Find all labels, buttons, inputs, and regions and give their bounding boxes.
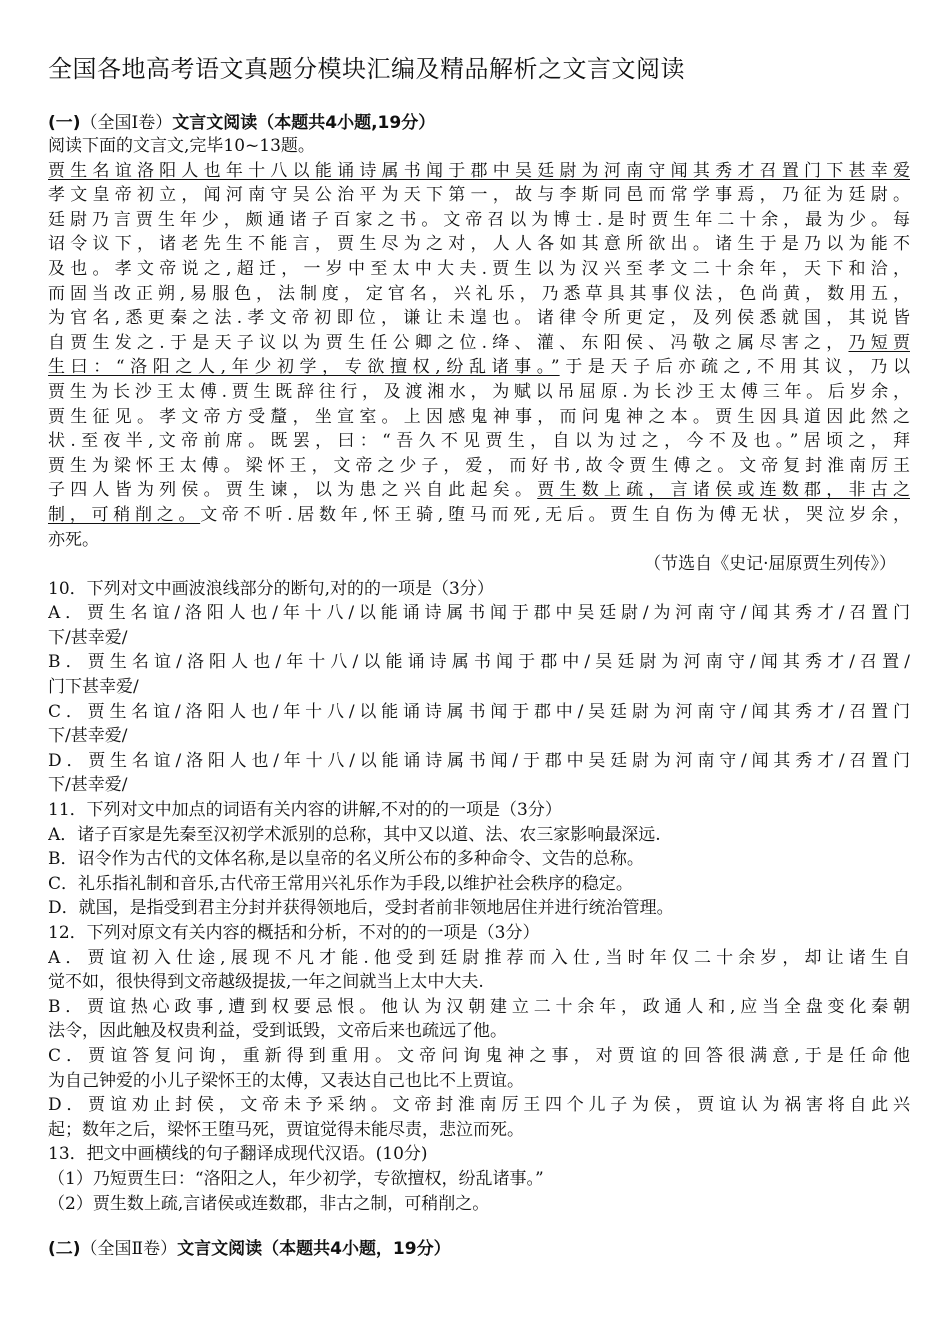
passage-line [48, 503, 910, 528]
passage-text: 文帝不听.居数年,怀王骑,堕马而死,无后。贾生自伤为傅无状，哭泣岁余， [200, 504, 910, 525]
section-2-paper: （全国Ⅱ卷） [80, 1239, 178, 1260]
option-a-cont: 觉不如，很快得到文帝越级提拔,一年之间就当上太中大夫. [48, 972, 484, 993]
document-title: 全国各地高考语文真题分模块汇编及精品解析之文言文阅读 [48, 55, 685, 83]
passage-line: 状.至夜半,文帝前席。既罢，曰：“吾久不见贾生，自以为过之，今不及也。”居顷之，拜 [48, 431, 910, 452]
option-a: A．贾谊初入仕途,展现不凡才能.他受到廷尉推荐而入仕,当时年仅二十余岁，却让诸生自 [48, 947, 910, 968]
option-d: D．贾谊劝止封侯，文帝未予采纳。文帝封淮南厉王四个儿子为侯，贾谊认为祸害将自此兴 [48, 1095, 910, 1116]
section-1-instruction: 阅读下面的文言文,完毕10~13题。 [48, 136, 315, 156]
passage-line: 孝文皇帝初立，闻河南守吴公治平为天下第一，故与李斯同邑而常学事焉，乃征为廷尉。 [48, 185, 910, 206]
passage-line: 贾生为梁怀王太傅。梁怀王，文帝之少子，爱，而好书,故令贾生傅之。文帝复封淮南厉王 [48, 455, 910, 476]
passage [48, 159, 910, 553]
option-d: D．贾生名谊/洛阳人也/年十八/以能诵诗属书闻/于郡中吴廷尉为河南守/闻其秀才/召置门 [48, 750, 910, 771]
underlined-sentence-2: 制，可稍削之。 [48, 504, 201, 525]
section-2-heading [48, 1238, 910, 1260]
option-d-cont: 起；数年之后，梁怀王堕马死，贾谊觉得未能尽责，悲泣而死。 [48, 1119, 524, 1140]
option-b: B．贾谊热心政事,遭到权要忌恨。他认为汉朝建立二十余年，政通人和,应当全盘变化秦朝 [48, 996, 910, 1017]
passage-line: 诏令议下，诸老先生不能言，贾生尽为之对，人人各如其意所欲出。诸生于是乃以为能不 [48, 234, 910, 255]
section-2-number: (二) [48, 1239, 81, 1260]
option-c: C．礼乐指礼制和音乐,古代帝王常用兴礼乐作为手段,以维护社会秩序的稳定。 [48, 873, 633, 894]
passage-line [48, 355, 910, 380]
passage-line: 为官名,悉更秦之法.孝文帝初即位，谦让未遑也。诸律令所更定，及列侯悉就国，其说皆 [48, 308, 910, 329]
spacer [48, 1216, 910, 1234]
question-stem: 13．把文中画横线的句子翻译成现代汉语。(10分) [48, 1144, 428, 1165]
question-13 [48, 1142, 910, 1216]
question-12 [48, 921, 910, 1142]
option-b-cont: 法令，因此触及权贵利益，受到诋毁，文帝后来也疏远了他。 [48, 1021, 507, 1042]
question-10 [48, 577, 910, 798]
question-11 [48, 798, 910, 921]
option-b: B．诏令作为古代的文体名称,是以皇帝的名义所公布的多种命令、文告的总称。 [48, 849, 644, 870]
option-b-cont: 门下甚幸爱/ [48, 677, 139, 698]
option-c: C．贾谊答复问询，重新得到重用。文帝问询鬼神之事，对贾谊的回答很满意,于是任命他 [48, 1045, 910, 1066]
exam-page [48, 52, 910, 1260]
option-c-cont: 为自己钟爱的小儿子梁怀王的太傅，又表达自己也比不上贾谊。 [48, 1070, 524, 1091]
option-c: C．贾生名谊/洛阳人也/年十八/以能诵诗属书闻于郡中/吴廷尉为河南守/闻其秀才/召置门 [48, 701, 910, 722]
passage-line: 贾生为长沙王太傅.贾生既辞往行，及渡湘水，为赋以吊屈原.为长沙王太傅三年。后岁余， [48, 381, 910, 402]
underlined-sentence-1: 生曰：“洛阳之人,年少初学，专欲擅权,纷乱诸事。” [48, 357, 560, 378]
passage-line [48, 478, 910, 503]
passage-text: 于是天子后亦疏之,不用其议，乃以 [559, 357, 910, 378]
passage-text: 子四人皆为列侯。贾生谏，以为患之兴自此起矣。 [48, 480, 538, 501]
option-b: B．贾生名谊/洛阳人也/年十八/以能诵诗属书闻于郡中/吴廷尉为河南守/闻其秀才/召置/ [48, 652, 910, 673]
passage-line [48, 331, 910, 356]
section-1-number: (一) [48, 113, 81, 133]
question-stem: 12．下列对原文有关内容的概括和分析，不对的的一项是（3分） [48, 923, 540, 943]
section-1-title: 文言文阅读（本题共4小题,19分） [172, 113, 436, 133]
option-a-cont: 下/甚幸爱/ [48, 627, 128, 648]
passage-source: （节选自《史记·屈原贾生列传》） [644, 554, 896, 575]
translation-sentence-2: （2）贾生数上疏,言诸侯或连数郡，非古之制，可稍削之。 [48, 1193, 490, 1214]
translation-sentence-1: （1）乃短贾生曰：“洛阳之人，年少初学，专欲擅权，纷乱诸事。” [48, 1168, 544, 1189]
passage-line: 而固当改正朔,易服色，法制度，定官名，兴礼乐，乃悉草具其事仪法，色尚黄，数用五， [48, 283, 910, 304]
option-d-cont: 下/甚幸爱/ [48, 775, 128, 796]
passage-text: 自贾生发之.于是天子议以为贾生任公卿之位.绛、灌、东阳侯、冯敬之属尽害之， [48, 332, 849, 353]
option-d: D．就国，是指受到君主分封并获得领地后，受封者前非领地居住并进行统治管理。 [48, 898, 674, 919]
passage-line: 及也。孝文帝说之,超迁，一岁中至太中大夫.贾生以为汉兴至孝文二十余年，天下和洽， [48, 258, 910, 279]
section-1-paper: （全国Ⅰ卷） [80, 113, 173, 133]
question-stem: 11．下列对文中加点的词语有关内容的讲解,不对的的一项是（3分） [48, 800, 562, 821]
passage-line: 亦死。 [48, 529, 99, 550]
option-c-cont: 下/甚幸爱/ [48, 726, 128, 747]
underlined-sentence-2: 贾生数上疏，言诸侯或连数郡，非古之 [537, 480, 910, 501]
question-stem: 10．下列对文中画波浪线部分的断句,对的的一项是（3分） [48, 578, 494, 599]
passage-line: 贾生名谊洛阳人也年十八以能诵诗属书闻于郡中吴廷尉为河南守闻其秀才召置门下甚幸爱 [48, 160, 910, 181]
passage-line: 贾生征见。孝文帝方受釐，坐宣室。上因感鬼神事，而问鬼神之本。贾生因具道因此然之 [48, 406, 910, 427]
option-a: A．诸子百家是先秦至汉初学术派别的总称，其中又以道、法、农三家影响最深远. [48, 824, 661, 845]
section-2-title: 文言文阅读（本题共4小题，19分） [177, 1239, 451, 1260]
option-a: A．贾生名谊/洛阳人也/年十八/以能诵诗属书闻于郡中吴廷尉/为河南守/闻其秀才/召置门 [48, 603, 910, 624]
section-1-heading [48, 112, 910, 134]
underlined-sentence-1: 乃短贾 [848, 332, 910, 353]
passage-line: 廷尉乃言贾生年少，颇通诸子百家之书。文帝召以为博士.是时贾生年二十余，最为少。每 [48, 209, 910, 230]
